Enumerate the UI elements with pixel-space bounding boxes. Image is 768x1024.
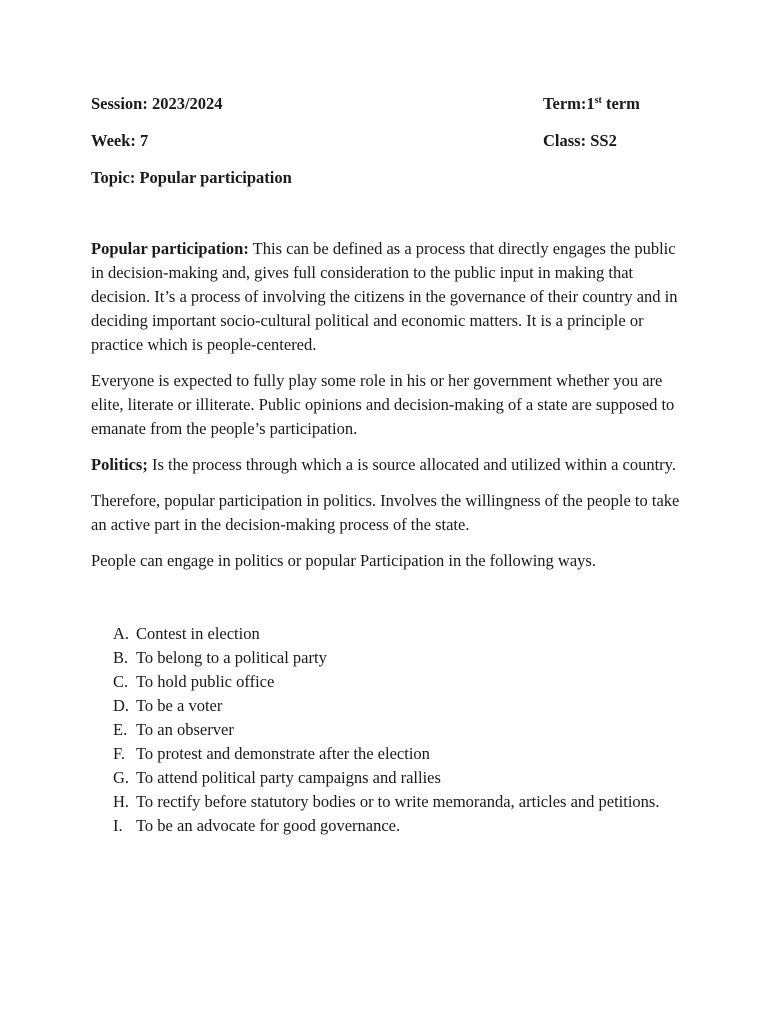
- list-item: F. To protest and demonstrate after the election: [113, 744, 430, 763]
- list-item: B. To belong to a political party: [113, 648, 327, 667]
- session-label: Session: 2023/2024: [91, 94, 223, 113]
- paragraph-definition: Popular participation: This can be defined as a process that directly engages the public in decision-making and, gives full consideration to the public input in making that decision. It’s a process of involving the citizens in the governance of their country and in deciding important socio-cultural political and economic matters. It is a principle or practice which is people-centered.: [91, 239, 678, 354]
- paragraph-politics: Politics; Is the process through which a is source allocated and utilized within a country.: [91, 455, 676, 474]
- list-item: E. To an observer: [113, 720, 234, 739]
- list-item: G. To attend political party campaigns and rallies: [113, 768, 441, 787]
- paragraph-therefore: Therefore, popular participation in politics. Involves the willingness of the people to take an active part in the decision-making process of the state.: [91, 491, 680, 534]
- spacer: [91, 585, 681, 622]
- class-label: Class: SS2: [543, 131, 617, 150]
- document-page: [91, 92, 681, 838]
- header-row-session: [91, 92, 681, 116]
- paragraph-role: Everyone is expected to fully play some role in his or her government whether you are elite, literate or illiterate. Public opinions and decision-making of a state are supposed to emanate from the people’s participation.: [91, 371, 675, 438]
- list-item: A. Contest in election: [113, 624, 260, 643]
- week-label: Week: 7: [91, 131, 149, 150]
- list-item: D. To be a voter: [113, 696, 223, 715]
- term-popular-participation: Popular participation:: [91, 239, 249, 258]
- list-item: I. To be an advocate for good governance.: [113, 816, 401, 835]
- spacer: [91, 190, 681, 237]
- term-politics: Politics;: [91, 455, 148, 474]
- list-item: C. To hold public office: [113, 672, 275, 691]
- ways-list: [91, 622, 681, 838]
- term-label: Term:1st term: [543, 94, 640, 113]
- list-item: H. To rectify before statutory bodies or to write memoranda, articles and petitions.: [113, 792, 660, 811]
- paragraph-ways-intro: People can engage in politics or popular Participation in the following ways.: [91, 551, 596, 570]
- topic-title: Topic: Popular participation: [91, 168, 292, 187]
- header-row-week: [91, 129, 681, 153]
